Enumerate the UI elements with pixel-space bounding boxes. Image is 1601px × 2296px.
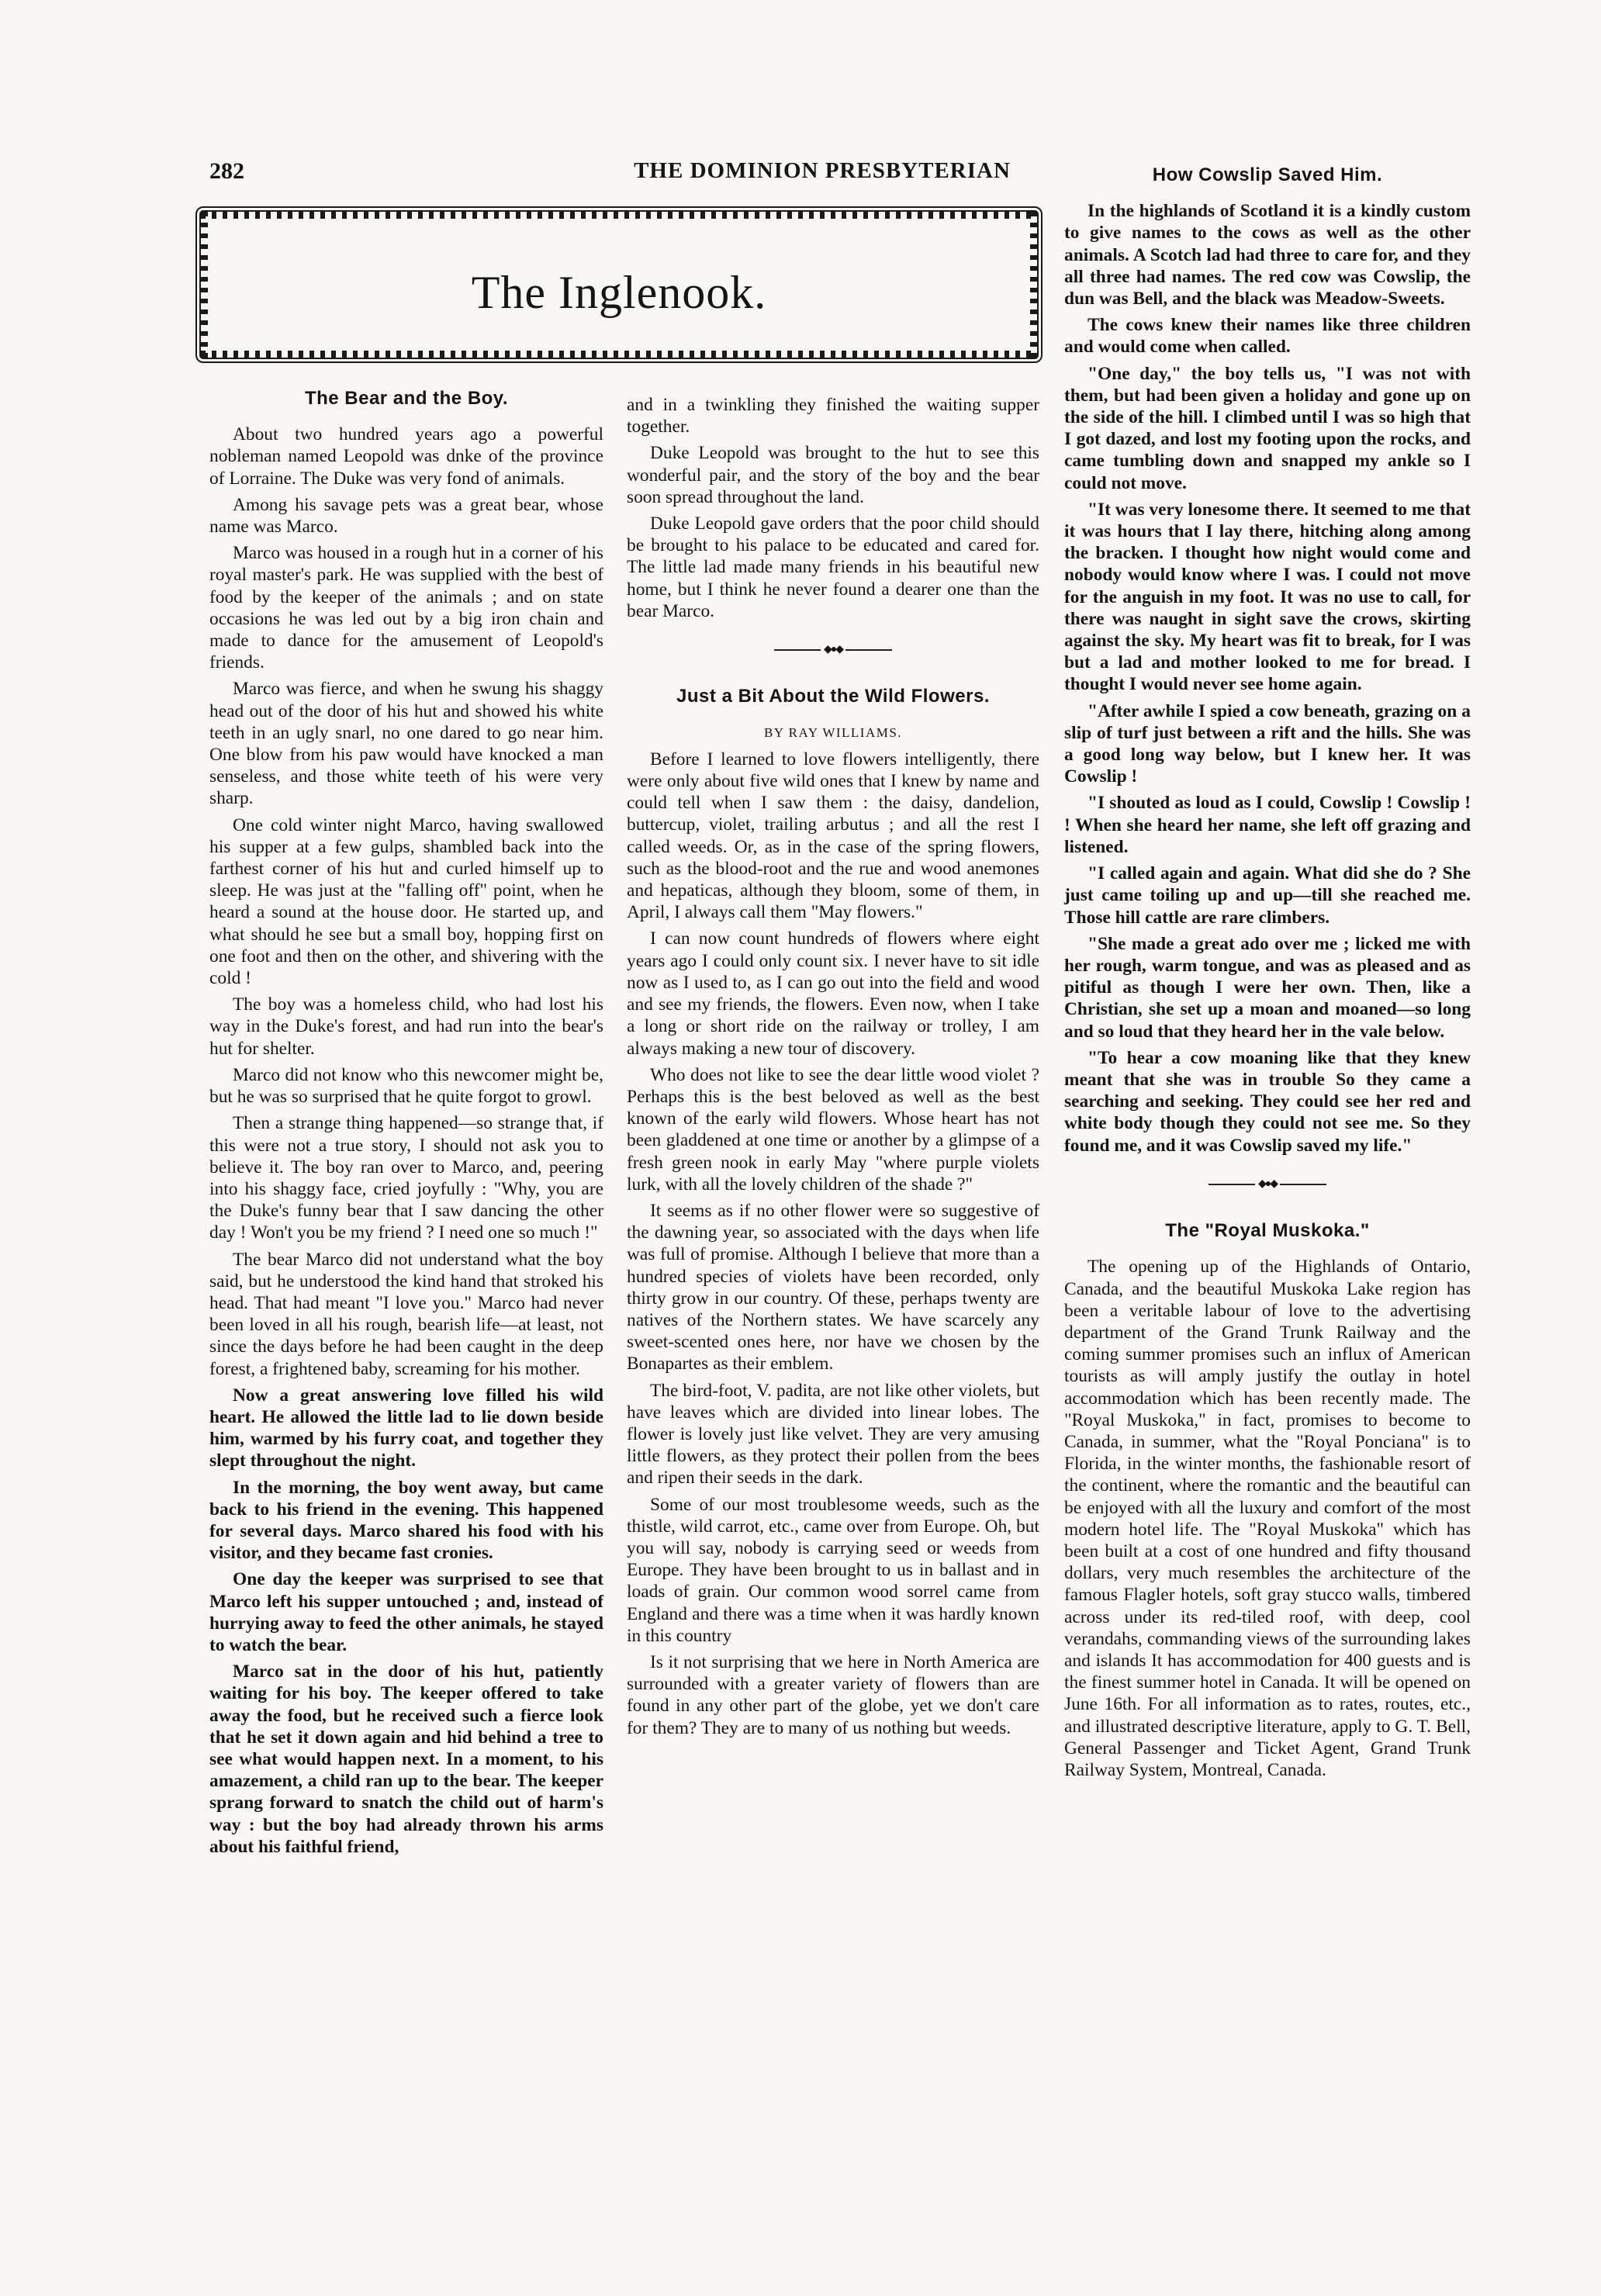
paragraph: About two hundred years ago a powerful nobleman named Leopold was dnke of the province of Lorraine. The Duke was very fond of animals. bbox=[209, 424, 603, 489]
paragraph: "One day," the boy tells us, "I was not with them, but had been given a holiday and gone up on the side of the hill. I climbed until I was so high that I got dazed, and lost my footing upon the rocks, and came tumbling down and snapped my ankle so I could not move. bbox=[1064, 363, 1471, 493]
page-number: 282 bbox=[209, 158, 244, 184]
byline: BY RAY WILLIAMS. bbox=[763, 724, 903, 740]
paragraph: The bird-foot, V. padita, are not like other violets, but have leaves which are divided into linear lobes. The flower is lovely just like velvet. They are very amusing little flowers, as they protect their pollen from the bees and ripen their seeds in the dark. bbox=[627, 1380, 1039, 1489]
running-head: THE DOMINION PRESBYTERIAN bbox=[634, 158, 1011, 183]
paragraph: Duke Leopold was brought to the hut to see this wonderful pair, and the story of the boy and the bear soon spread throughout the land. bbox=[627, 443, 1039, 507]
paragraph: One day the keeper was surprised to see that Marco left his supper untouched ; and, instead of hurrying away to feed the other animals, he stayed to watch the bear. bbox=[209, 1569, 603, 1655]
paragraph: I can now count hundreds of flowers where eight years ago I could only count six. I never have to sit idle now as I used to, as I can go out into the field and wood and see my friends, the flowers. Even now, when I take a long or short ride on the railway or trolley, I am always making a new tour of discovery. bbox=[627, 928, 1039, 1059]
paragraph: The boy was a homeless child, who had lost his way in the Duke's forest, and had run into the bear's hut for shelter. bbox=[209, 994, 603, 1059]
paragraph: The opening up of the Highlands of Ontario, Canada, and the beautiful Muskoka Lake region has been a veritable labour of love to the advertising department of the Grand Trunk Railway and the coming summer promises such an influx of American tourists as will amply justify the outlay in hotel accommodation which has been recently made. The "Royal Muskoka," in fact, promises to become to Canada, in summer, what the "Royal Ponciana" is to Florida, in the winter months, the fashionable resort of the continent, where the romantic and the beautiful can be enjoyed with all the luxury and comfort of the most modern hotel life. The "Royal Muskoka" which has been built at a cost of one hundred and fifty thousand dollars, very much resembles the architecture of the famous Flagler hotels, soft gray stucco walls, timbered across under its red-tiled roof, with deep, cool verandahs, commanding views of the surrounding lakes and islands It has accommodation for 400 guests and is the finest summer hotel in Canada. It will be opened on June 16th. For all information as to rates, routes, etc., and illustrated descriptive literature, apply to G. T. Bell, General Passenger and Ticket Agent, Grand Trunk Railway System, Montreal, Canada. bbox=[1064, 1257, 1471, 1781]
article-body-cowslip bbox=[1064, 200, 1471, 1157]
paragraph: The bear Marco did not understand what the boy said, but he understood the kind hand that stroked his head. That had meant "I love you." Marco had never been loved in all his rough, bearish life—at least, not since the days before he had been caught in the deep forest, a frightened baby, screaming for his mother. bbox=[209, 1249, 603, 1379]
paragraph: Marco did not know who this newcomer might be, but he was so surprised that he quite forgot to growl. bbox=[209, 1064, 603, 1108]
paragraph: "I called again and again. What did she do ? She just came toiling up and up—till she reached me. Those hill cattle are rare climbers. bbox=[1064, 863, 1471, 928]
section-title: The Inglenook. bbox=[471, 267, 767, 318]
paragraph: Some of our most troublesome weeds, such as the thistle, wild carrot, etc., came over from Europe. Oh, but you will say, nobody is carrying seed or weeds from Europe. They have been brought to us in ballast and in loads of grain. Our common wood sorrel came from England and there was a time when it was hardly known in this country bbox=[627, 1494, 1039, 1646]
section-banner bbox=[195, 206, 1043, 363]
column-1 bbox=[209, 388, 603, 1862]
paragraph: The cows knew their names like three children and would come when called. bbox=[1064, 315, 1471, 358]
paragraph: One cold winter night Marco, having swallowed his supper at a few gulps, shambled back into the farthest corner of his hut and curled himself up to sleep. He was just at the "falling off" point, when he heard a sound at the house door. He started up, and what should he see but a small boy, hopping first on one foot and then on the other, and shivering with the cold ! bbox=[209, 814, 603, 989]
paragraph: Before I learned to love flowers intelligently, there were only about five wild ones that I knew by name and could tell when I saw them : the daisy, dandelion, buttercup, violet, trailing arbutus ; and all the rest I called weeds. Or, as in the case of the spring flowers, such as the blood-root and the rue and wood anemones and hepaticas, although they bloom, some of them, in April, I always call them "May flowers." bbox=[627, 749, 1039, 923]
paragraph: Who does not like to see the dear little wood violet ? Perhaps this is the best beloved as well as the best known of the early wild flowers. Whose heart has not been gladdened at one time or another by a glimpse of a fresh green nook in early May "where purple violets lurk, with all the lovely children of the shade ?" bbox=[627, 1064, 1039, 1195]
article-title-muskoka: The "Royal Muskoka." bbox=[1165, 1220, 1370, 1242]
paragraph: It seems as if no other flower were so suggestive of the dawning year, so associated with the days when life was full of promise. Although I believe that more than a hundred species of violets have been recorded, only thirty grow in our country. Of these, perhaps twenty are natives of the Northern states. We have scarcely any sweet-scented ones here, nor have we chosen by the Bonapartes as their emblem. bbox=[627, 1200, 1039, 1374]
section-divider: ◆●◆ bbox=[1064, 1174, 1471, 1195]
paragraph: Marco was fierce, and when he swung his shaggy head out of the door of his hut and showed his white teeth in an ugly snarl, no one dared to go near him. One blow from his paw would have knocked a man senseless, and those white teeth of his were very sharp. bbox=[209, 679, 603, 809]
paragraph: Marco was housed in a rough hut in a corner of his royal master's park. He was supplied with the best of food by the keeper of the animals ; and on state occasions he was led out by a big iron chain and made to dance for the amusement of Leopold's friends. bbox=[209, 543, 603, 673]
article-body-bear bbox=[209, 424, 603, 1858]
article-title-cowslip: How Cowslip Saved Him. bbox=[1152, 164, 1383, 185]
paragraph: "I shouted as loud as I could, Cowslip ! Cowslip ! ! When she heard her name, she left off grazing and listened. bbox=[1064, 793, 1471, 857]
article-body-muskoka bbox=[1064, 1256, 1471, 1781]
column-2 bbox=[627, 394, 1039, 1744]
paragraph: In the highlands of Scotland it is a kindly custom to give names to the cows as well as the other animals. A Scotch lad had three to care for, and they all three had names. The red cow was Cowslip, the dun was Bell, and the black was Meadow-Sweets. bbox=[1064, 201, 1471, 309]
article-title-bear: The Bear and the Boy. bbox=[304, 388, 509, 409]
paragraph: Marco sat in the door of his hut, patiently waiting for his boy. The keeper offered to take away the food, but he received such a fierce look that he set it down again and hid behind a tree to see what would happen next. In a moment, to his amazement, a child ran up to the bear. The keeper sprang forward to snatch the child out of harm's way : but the boy had already thrown his arms about his faithful friend, bbox=[209, 1661, 603, 1857]
paragraph: "After awhile I spied a cow beneath, grazing on a slip of turf just between a rift and the hills. She was a good long way below, but I knew her. It was Cowslip ! bbox=[1064, 700, 1471, 787]
paragraph: Now a great answering love filled his wild heart. He allowed the little lad to lie down beside him, warmed by his furry coat, and together they slept throughout the night. bbox=[209, 1385, 603, 1471]
section-divider: ◆●◆ bbox=[627, 639, 1039, 661]
article-continuation-bear bbox=[627, 394, 1039, 622]
paragraph: Duke Leopold gave orders that the poor child should be brought to his palace to be educated and cared for. The little lad made many friends in his beautiful new home, but I think he never found a dearer one than the bear Marco. bbox=[627, 513, 1039, 621]
paragraph: Then a strange thing happened—so strange that, if this were not a true story, I should not ask you to believe it. The boy ran over to Marco, and, peering into his shaggy face, cried joyfully : "Why, you are the Duke's funny bear that I saw dancing the other day ! Won't you be my friend ? I need one so much !" bbox=[209, 1113, 603, 1243]
paragraph: Among his savage pets was a great bear, whose name was Marco. bbox=[209, 494, 603, 538]
paragraph: "It was very lonesome there. It seemed to me that it was hours that I lay there, hitching along among the bracken. I thought how night would come and nobody would know where I was. I could not move for the anguish in my foot. It was no use to call, for there was naught in sight save the crows, skirting against the sky. My heart was fit to break, for I was but a lad and mother looked to me for bread. I thought I would never see home again. bbox=[1064, 499, 1471, 695]
paragraph: Is it not surprising that we here in North America are surrounded with a greater variety of flowers than are found in any other part of the globe, yet we don't care for them? They are to many of us nothing but weeds. bbox=[627, 1651, 1039, 1738]
article-body-flowers bbox=[627, 749, 1039, 1739]
paragraph: and in a twinkling they finished the waiting supper together. bbox=[627, 395, 1039, 437]
article-title-flowers: Just a Bit About the Wild Flowers. bbox=[676, 686, 990, 707]
paragraph: "She made a great ado over me ; licked me with her rough, warm tongue, and was as pleased and as pitiful as though I were her own. Then, like a Christian, she set up a moan and moaned—so long and so loud that they heard her in the vale below. bbox=[1064, 933, 1471, 1042]
paragraph: In the morning, the boy went away, but came back to his friend in the evening. This happened for several days. Marco shared his food with his visitor, and they became fast cronies. bbox=[209, 1477, 603, 1564]
column-3 bbox=[1064, 164, 1471, 1786]
paragraph: "To hear a cow moaning like that they knew meant that she was in trouble So they came a searching and seeking. They could see her red and white body though they could not see me. So they found me, and it was Cowslip saved my life." bbox=[1064, 1047, 1471, 1156]
